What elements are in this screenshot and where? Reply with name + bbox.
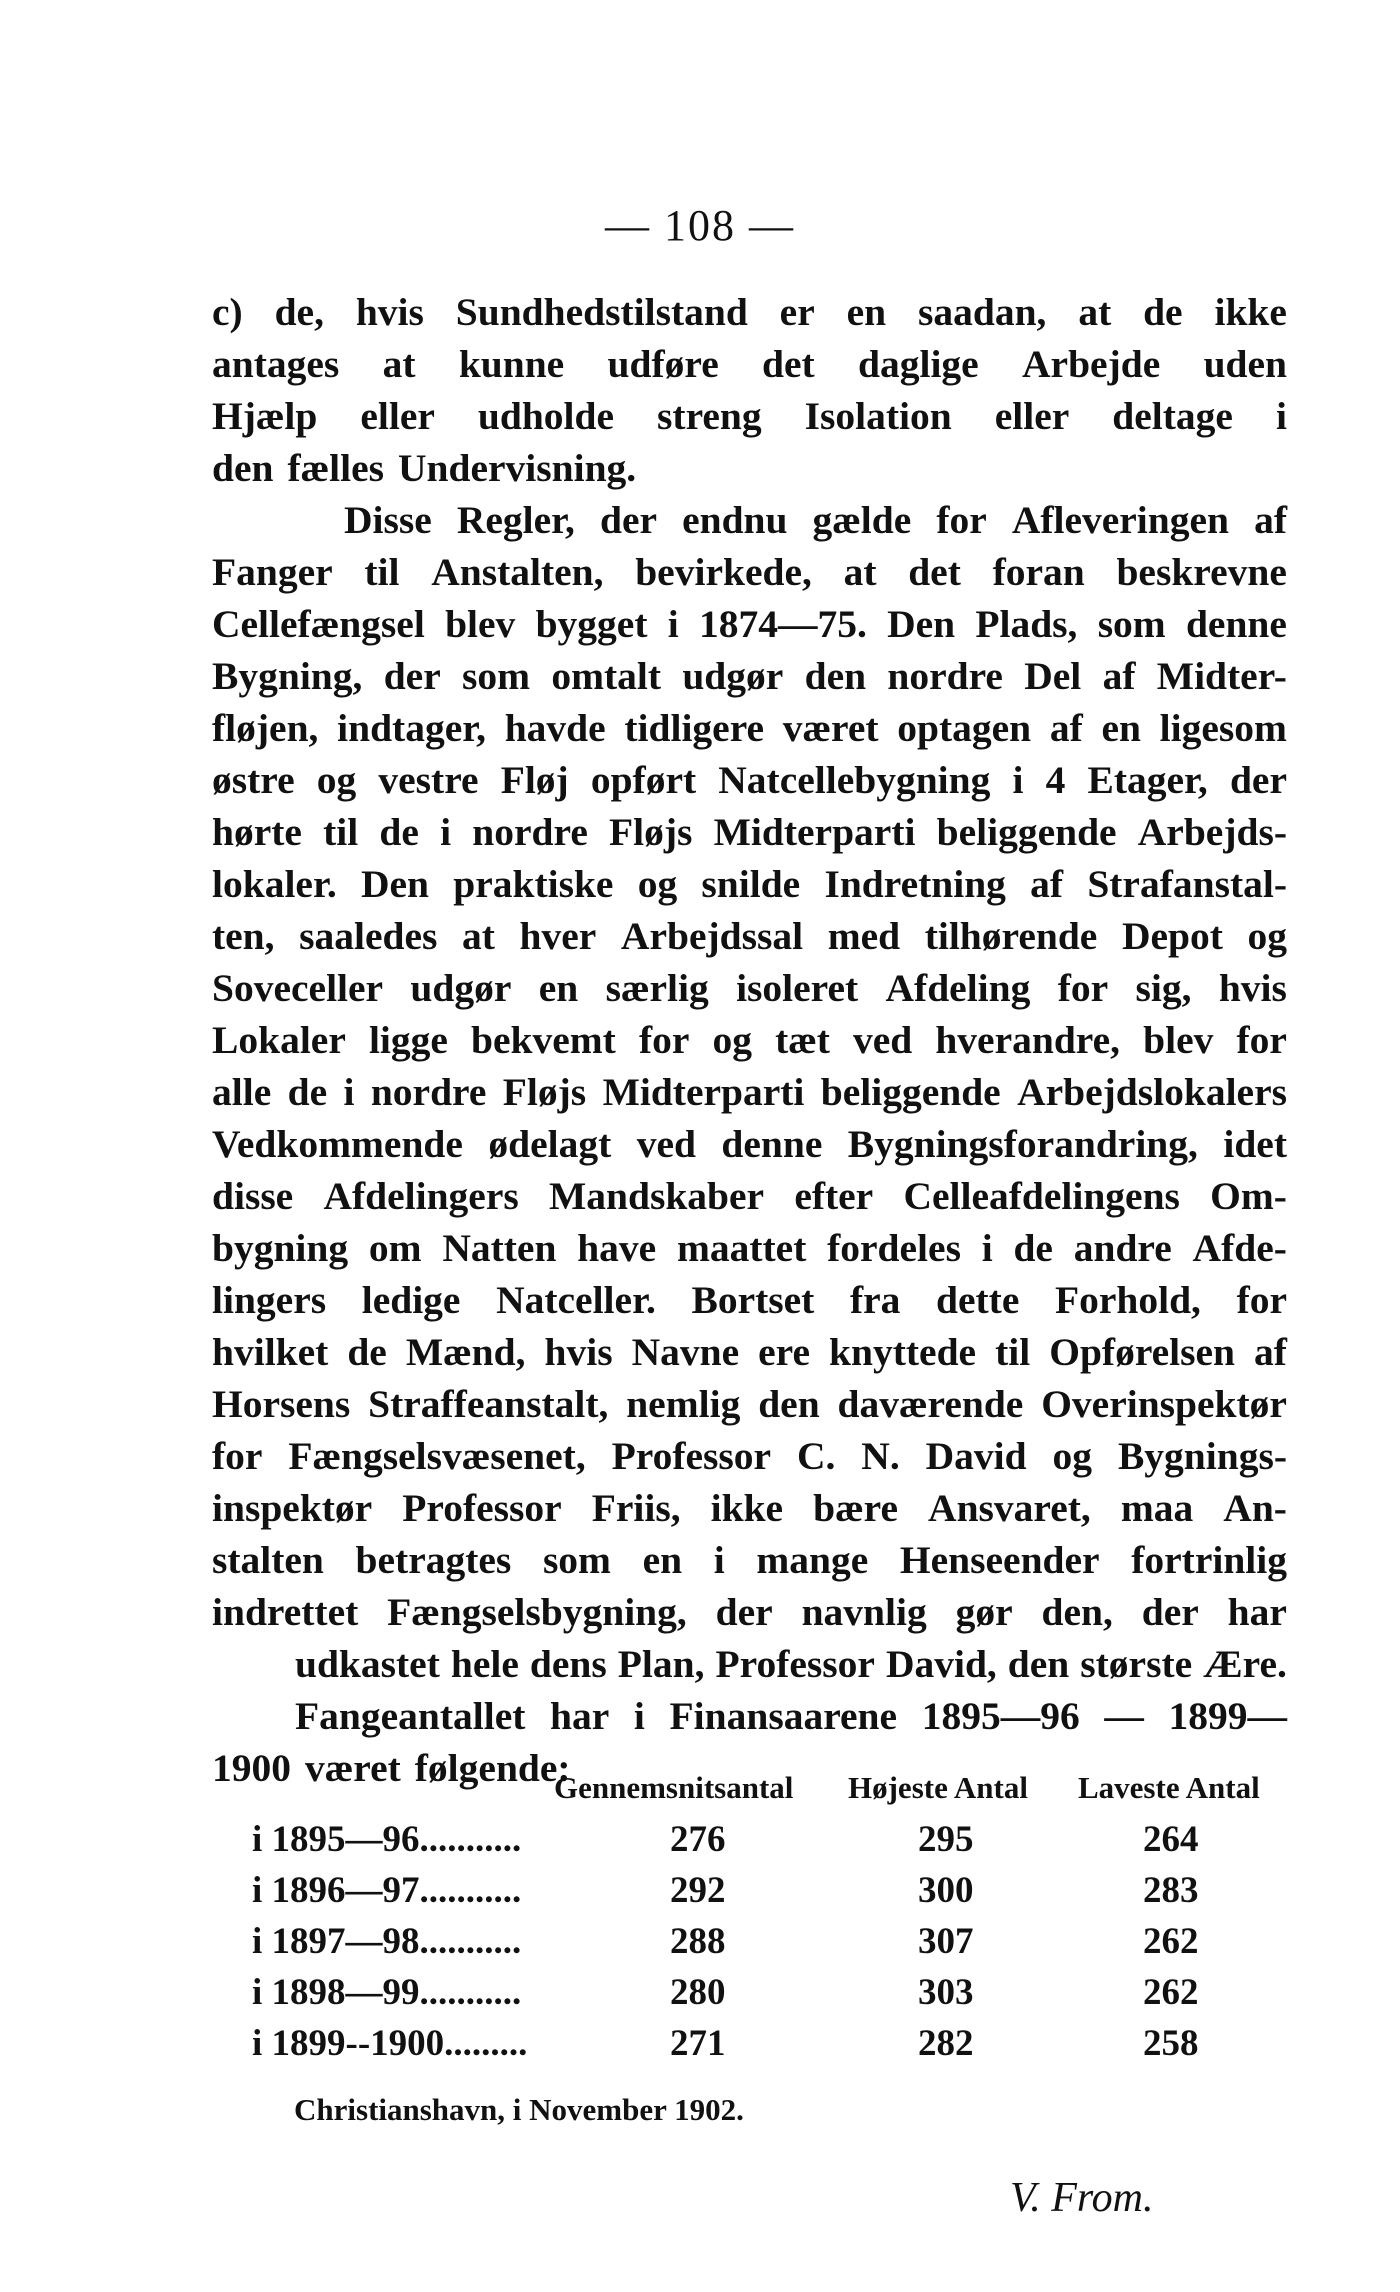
text-line: Vedkommende ødelagt ved denne Bygningsforandring, idet [212,1122,1287,1166]
table-row [212,2016,1287,2067]
text-line: den fælles Undervisning. [212,446,637,490]
body-text [212,286,1287,1794]
text-line: bygning om Natten have maattet fordeles i de andre Afde- [212,1226,1287,1270]
year-cell: i 1898—99........... [252,1972,522,2013]
lowest-cell: 283 [1143,1870,1199,1911]
text-line: hørte til de i nordre Fløjs Midterparti beliggende Arbejds- [212,810,1287,854]
text-line: alle de i nordre Fløjs Midterparti beliggende Arbejdslokalers [212,1070,1287,1114]
text-line: inspektør Professor Friis, ikke bære Ansvaret, maa An- [212,1486,1287,1530]
text-line: Horsens Straffeanstalt, nemlig den daværende Overinspektør [212,1382,1287,1426]
table-row [212,1914,1287,1965]
lowest-cell: 262 [1143,1921,1199,1962]
text-line: hvilket de Mænd, hvis Navne ere knyttede til Opførelsen af [212,1330,1287,1374]
table-row [212,1812,1287,1863]
text-line: fløjen, indtager, havde tidligere været optagen af en ligesom [212,706,1287,750]
header-lowest: Laveste Antal [1078,1770,1260,1805]
header-average: Gennemsnitsantal [554,1770,794,1805]
text-line: antages at kunne udføre det daglige Arbejde uden [212,342,1287,386]
text-line: Fanger til Anstalten, bevirkede, at det foran beskrevne [212,550,1287,594]
average-cell: 271 [670,2023,726,2064]
text-line: Bygning, der som omtalt udgør den nordre Del af Midter- [212,654,1287,698]
place-date: Christianshavn, i November 1902. [294,2092,744,2127]
year-cell: i 1899--1900......... [252,2023,528,2064]
highest-cell: 295 [918,1819,974,1860]
year-cell: i 1897—98........... [252,1921,522,1962]
year-cell: i 1896—97........... [252,1870,522,1911]
signature: V. From. [1010,2175,1154,2221]
text-line: Lokaler ligge bekvemt for og tæt ved hverandre, blev for [212,1018,1287,1062]
text-line: Hjælp eller udholde streng Isolation eller deltage i [212,394,1287,438]
year-cell: i 1895—96........... [252,1819,522,1860]
text-line: østre og vestre Fløj opført Natcellebygning i 4 Etager, der [212,758,1287,802]
highest-cell: 307 [918,1921,974,1962]
table-row [212,1863,1287,1914]
average-cell: 276 [670,1819,726,1860]
table-row [212,1965,1287,2016]
prisoner-count-table [212,1762,1287,2067]
highest-cell: 303 [918,1972,974,2013]
text-line: Disse Regler, der endnu gælde for Afleveringen af [344,498,1287,542]
header-highest: Højeste Antal [848,1770,1028,1805]
table-header-row [212,1762,1287,1812]
text-line: for Fængselsvæsenet, Professor C. N. David og Bygnings- [212,1434,1287,1478]
text-line: ten, saaledes at hver Arbejdssal med tilhørende Depot og [212,914,1287,958]
table-rows [212,1812,1287,2067]
text-line: lingers ledige Natceller. Bortset fra dette Forhold, for [212,1278,1287,1322]
text-line: udkastet hele dens Plan, Professor David, den største Ære. [295,1642,1287,1686]
text-line: lokaler. Den praktiske og snilde Indretning af Strafanstal- [212,862,1287,906]
lowest-cell: 258 [1143,2023,1199,2064]
text-line: 1900 været følgende: [212,1746,571,1790]
text-line: Cellefængsel blev bygget i 1874—75. Den Plads, som denne [212,602,1287,646]
lowest-cell: 262 [1143,1972,1199,2013]
lowest-cell: 264 [1143,1819,1199,1860]
highest-cell: 300 [918,1870,974,1911]
average-cell: 288 [670,1921,726,1962]
average-cell: 280 [670,1972,726,2013]
text-line: Soveceller udgør en særlig isoleret Afdeling for sig, hvis [212,966,1287,1010]
text-line: stalten betragtes som en i mange Henseender fortrinlig [212,1538,1287,1582]
text-line: indrettet Fængselsbygning, der navnlig gør den, der har [212,1590,1287,1634]
text-line: disse Afdelingers Mandskaber efter Celleafdelingens Om- [212,1174,1287,1218]
page-number: — 108 — [605,201,795,250]
text-line: c) de, hvis Sundhedstilstand er en saadan, at de ikke [212,290,1287,334]
highest-cell: 282 [918,2023,974,2064]
text-line: Fangeantallet har i Finansaarene 1895—96 — 1899— [295,1694,1287,1738]
average-cell: 292 [670,1870,726,1911]
